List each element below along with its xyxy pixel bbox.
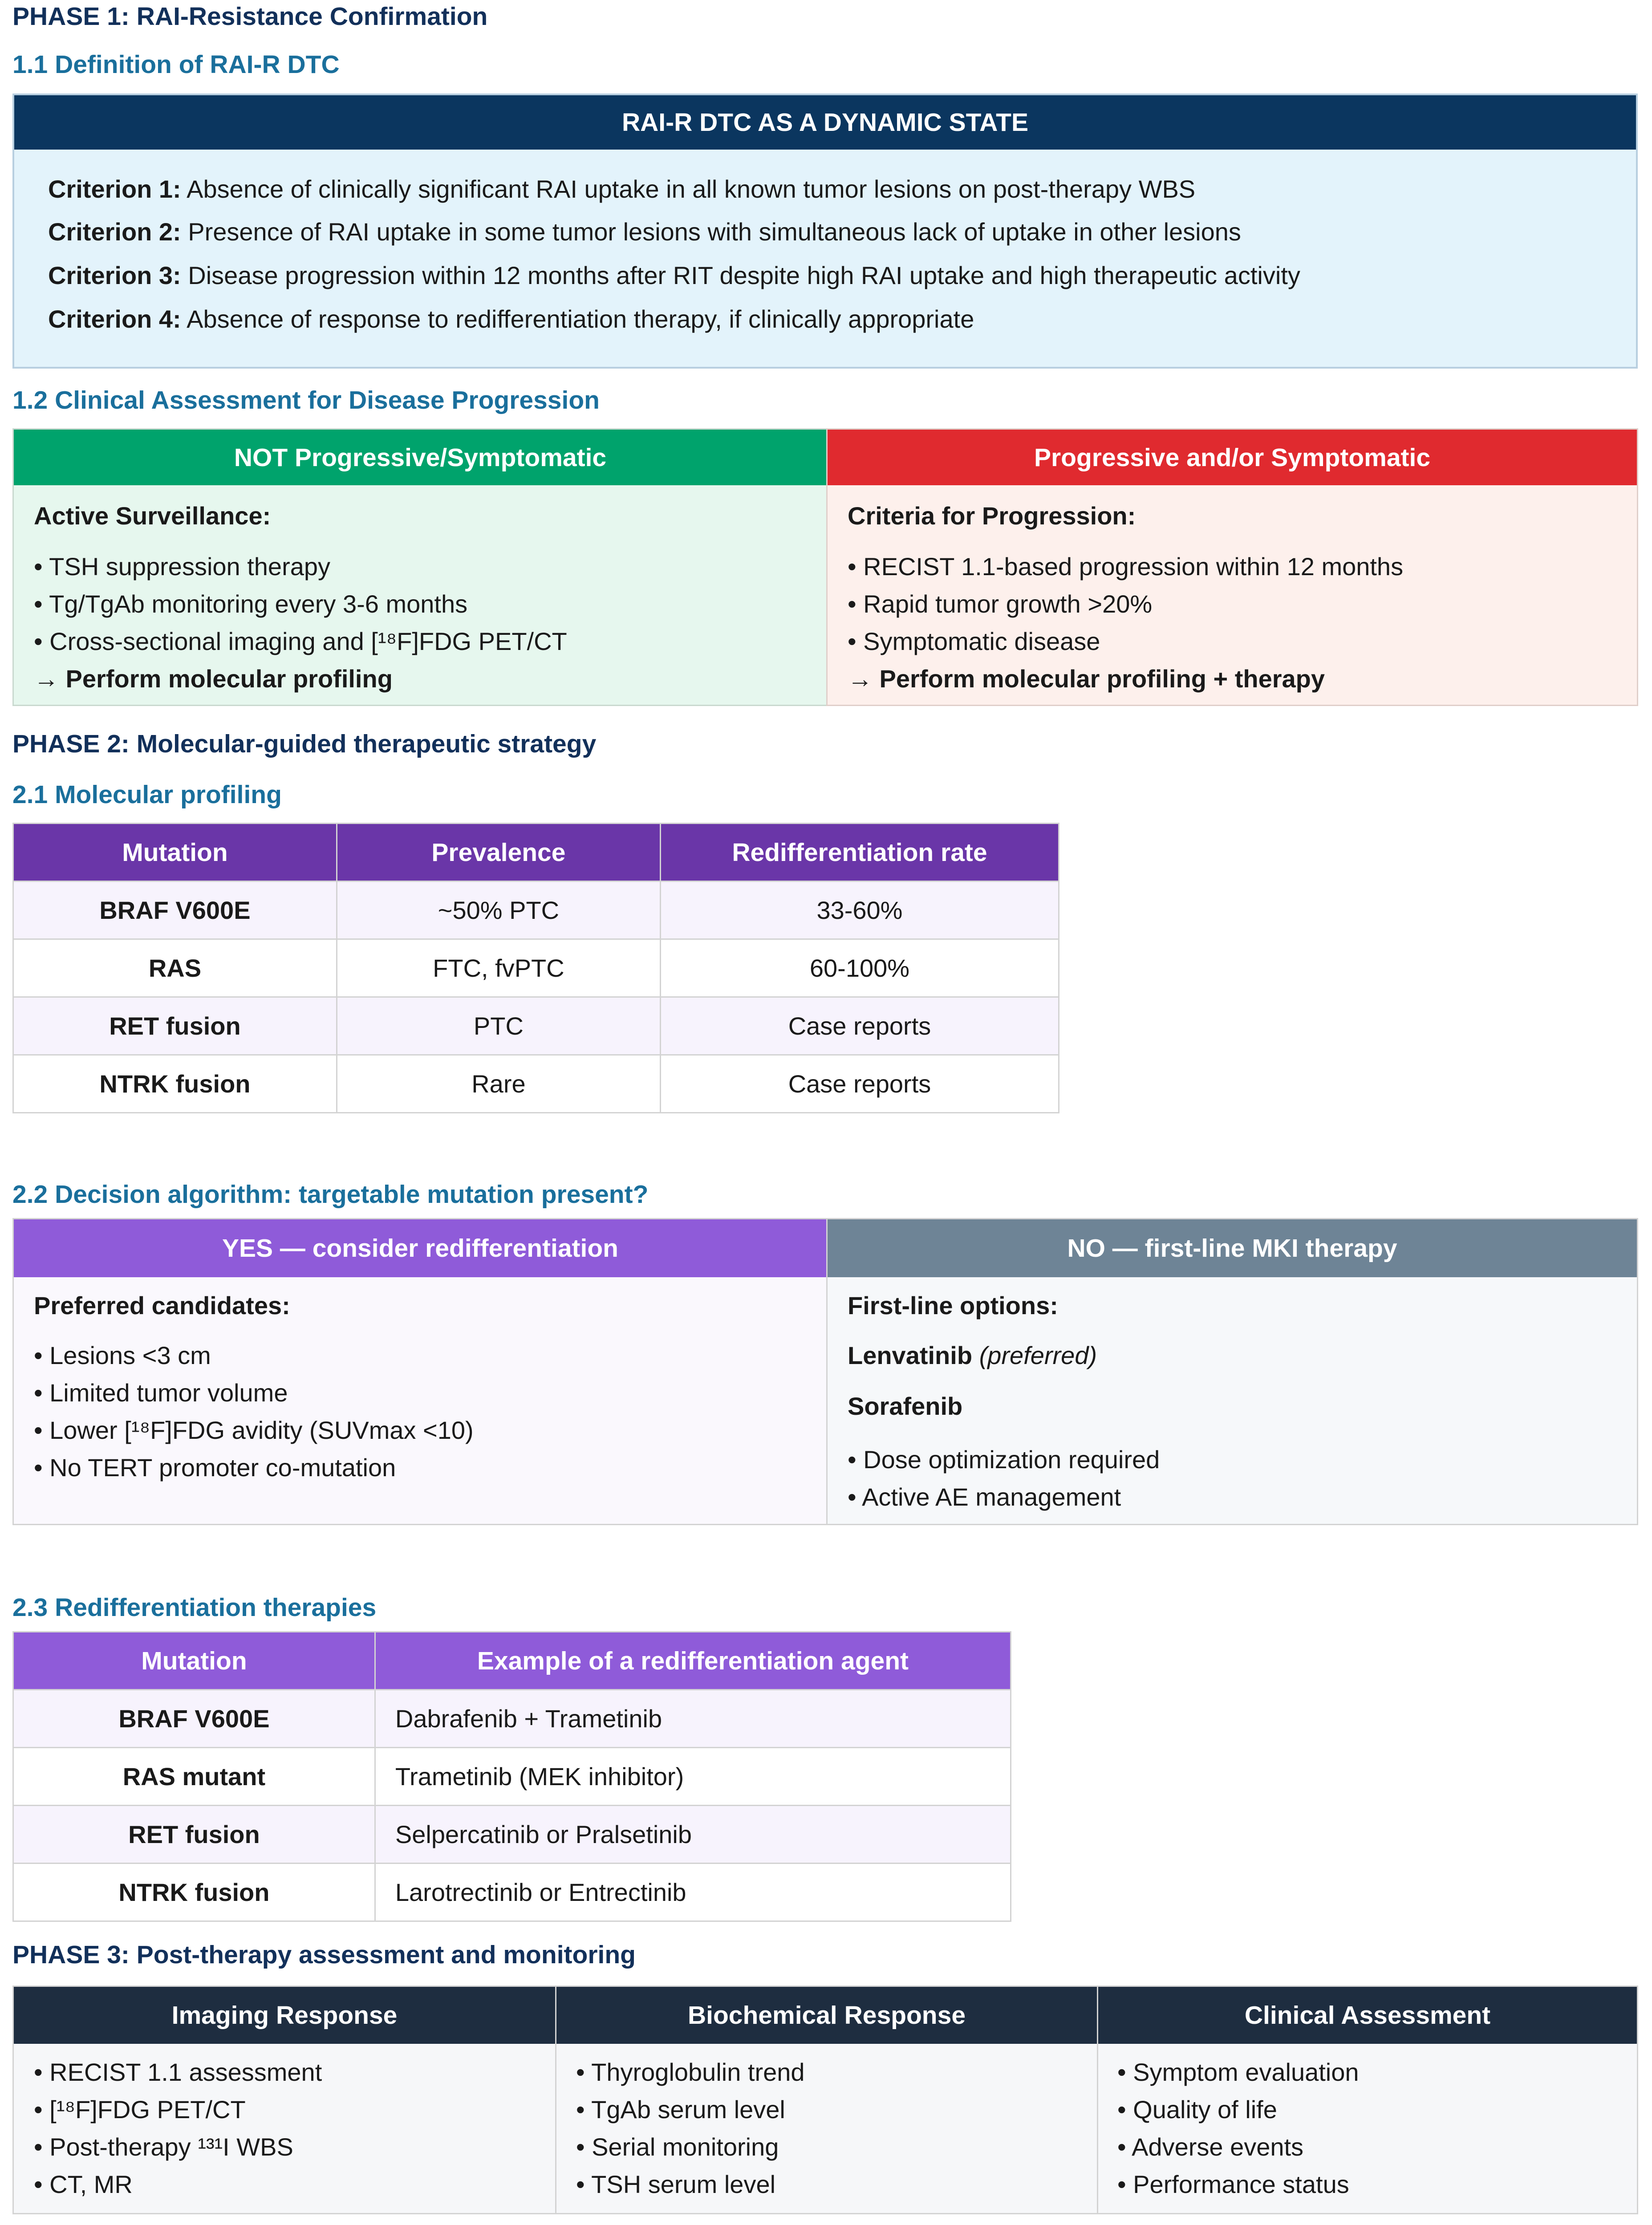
phase2-title: PHASE 2: Molecular-guided therapeutic strategy	[12, 730, 597, 758]
drug-note: (preferred)	[979, 1341, 1097, 1369]
biochemical-response-header: Biochemical Response	[687, 2001, 966, 2030]
column-header: Prevalence	[337, 824, 660, 881]
table-header-row	[13, 1632, 1011, 1690]
list-item: • Dose optimization required	[848, 1445, 1160, 1474]
no-panel	[826, 1218, 1638, 1525]
section-1-2-title: 1.2 Clinical Assessment for Disease Progression	[12, 386, 600, 414]
table-row	[13, 939, 1059, 997]
list-item: • Quality of life	[1117, 2095, 1277, 2123]
list-item: • RECIST 1.1 assessment	[34, 2058, 322, 2086]
table-cell: RET fusion	[13, 1806, 375, 1864]
list-item: • Performance status	[1117, 2170, 1349, 2198]
table-cell: Trametinib (MEK inhibitor)	[375, 1748, 1011, 1806]
section-2-2-title: 2.2 Decision algorithm: targetable mutation present?	[12, 1180, 649, 1209]
clinical-assessment-header: Clinical Assessment	[1244, 2001, 1491, 2030]
drug-option-2: Sorafenib	[848, 1392, 963, 1420]
list-item: • Rapid tumor growth >20%	[848, 590, 1153, 618]
yes-header: YES — consider redifferentiation	[14, 1219, 827, 1277]
action-text: → Perform molecular profiling	[34, 665, 393, 693]
imaging-response-header: Imaging Response	[171, 2001, 398, 2030]
table-row	[13, 1806, 1011, 1864]
table-row	[13, 1864, 1011, 1921]
table-cell: Selpercatinib or Pralsetinib	[375, 1806, 1011, 1864]
table-cell: 60-100%	[660, 939, 1059, 997]
criterion-text: Absence of response to redifferentiation therapy, if clinically appropriate	[187, 305, 974, 333]
table-cell: NTRK fusion	[13, 1864, 375, 1921]
table-cell: BRAF V600E	[13, 881, 337, 939]
table-row	[13, 1055, 1059, 1113]
table-cell: 33-60%	[660, 881, 1059, 939]
criterion-1	[48, 175, 1195, 203]
table-cell: Rare	[337, 1055, 660, 1113]
phase3-title: PHASE 3: Post-therapy assessment and monitoring	[12, 1941, 636, 1969]
table-cell: FTC, fvPTC	[337, 939, 660, 997]
list-item: • Symptom evaluation	[1117, 2058, 1359, 2086]
column-header: Example of a redifferentiation agent	[375, 1632, 1011, 1690]
list-item: • TSH suppression therapy	[34, 552, 331, 581]
list-item: • CT, MR	[34, 2170, 133, 2198]
candidates-subtitle: Preferred candidates:	[34, 1291, 290, 1320]
list-item: • Symptomatic disease	[848, 627, 1100, 655]
table-cell: Case reports	[660, 997, 1059, 1055]
list-item: • Lesions <3 cm	[34, 1341, 211, 1369]
list-item: • No TERT promoter co-mutation	[34, 1454, 396, 1482]
table-cell: RAS	[13, 939, 337, 997]
no-header: NO — first-line MKI therapy	[828, 1219, 1637, 1277]
definition-header: RAI-R DTC AS A DYNAMIC STATE	[14, 95, 1636, 150]
table-row	[13, 997, 1059, 1055]
section-2-1-title: 2.1 Molecular profiling	[12, 780, 282, 809]
list-item: • Cross-sectional imaging and [¹⁸F]FDG PET/CT	[34, 627, 567, 655]
criterion-label: Criterion 3:	[48, 261, 181, 289]
criterion-text: Disease progression within 12 months after RIT despite high RAI uptake and high therapeutic activity	[188, 261, 1300, 289]
section-2-3-title: 2.3 Redifferentiation therapies	[12, 1593, 377, 1622]
criterion-2	[48, 217, 1241, 246]
table-cell: BRAF V600E	[13, 1690, 375, 1748]
table-cell: RET fusion	[13, 997, 337, 1055]
table-cell: NTRK fusion	[13, 1055, 337, 1113]
list-item: • Lower [¹⁸F]FDG avidity (SUVmax <10)	[34, 1416, 474, 1444]
table-row	[13, 1690, 1011, 1748]
section-1-1-title: 1.1 Definition of RAI-R DTC	[12, 50, 340, 79]
table-cell: RAS mutant	[13, 1748, 375, 1806]
list-item: • Active AE management	[848, 1483, 1121, 1511]
column-header: Mutation	[13, 1632, 375, 1690]
list-item: • [¹⁸F]FDG PET/CT	[34, 2095, 246, 2123]
options-subtitle: First-line options:	[848, 1291, 1058, 1320]
table-cell: Case reports	[660, 1055, 1059, 1113]
table-row	[13, 1748, 1011, 1806]
redifferentiation-therapies-table	[12, 1631, 1011, 1922]
criterion-text: Absence of clinically significant RAI uptake in all known tumor lesions on post-therapy WBS	[187, 175, 1196, 203]
column-header: Mutation	[13, 824, 337, 881]
table-cell: Larotrectinib or Entrectinib	[375, 1864, 1011, 1921]
action-text: → Perform molecular profiling + therapy	[848, 665, 1325, 693]
table-header-row	[13, 824, 1059, 881]
phase1-title: PHASE 1: RAI-Resistance Confirmation	[12, 2, 488, 31]
criterion-label: Criterion 2:	[48, 218, 181, 246]
list-item: • TgAb serum level	[576, 2095, 785, 2123]
list-item: • Serial monitoring	[576, 2133, 779, 2161]
list-item: • Adverse events	[1117, 2133, 1304, 2161]
list-item: • RECIST 1.1-based progression within 12 months	[848, 552, 1404, 581]
list-item: • Tg/TgAb monitoring every 3-6 months	[34, 590, 468, 618]
list-item: • TSH serum level	[576, 2170, 776, 2198]
list-item: • Post-therapy ¹³¹I WBS	[34, 2133, 293, 2161]
table-row	[13, 881, 1059, 939]
molecular-profiling-table	[12, 823, 1059, 1113]
table-cell: ~50% PTC	[337, 881, 660, 939]
table-cell: Dabrafenib + Trametinib	[375, 1690, 1011, 1748]
criterion-label: Criterion 1:	[48, 175, 181, 203]
criterion-label: Criterion 4:	[48, 305, 181, 333]
drug-option-1	[848, 1341, 1097, 1370]
progression-subtitle: Criteria for Progression:	[848, 502, 1136, 530]
progressive-header: Progressive and/or Symptomatic	[828, 430, 1637, 485]
drug-name: Lenvatinib	[848, 1341, 973, 1369]
not-progressive-header: NOT Progressive/Symptomatic	[14, 430, 827, 485]
criterion-text: Presence of RAI uptake in some tumor lesions with simultaneous lack of uptake in other lesions	[188, 218, 1241, 246]
column-header: Redifferentiation rate	[660, 824, 1059, 881]
table-cell: PTC	[337, 997, 660, 1055]
criterion-4	[48, 305, 974, 333]
surveillance-subtitle: Active Surveillance:	[34, 502, 271, 530]
list-item: • Limited tumor volume	[34, 1379, 288, 1407]
list-item: • Thyroglobulin trend	[576, 2058, 805, 2086]
criterion-3	[48, 261, 1300, 290]
